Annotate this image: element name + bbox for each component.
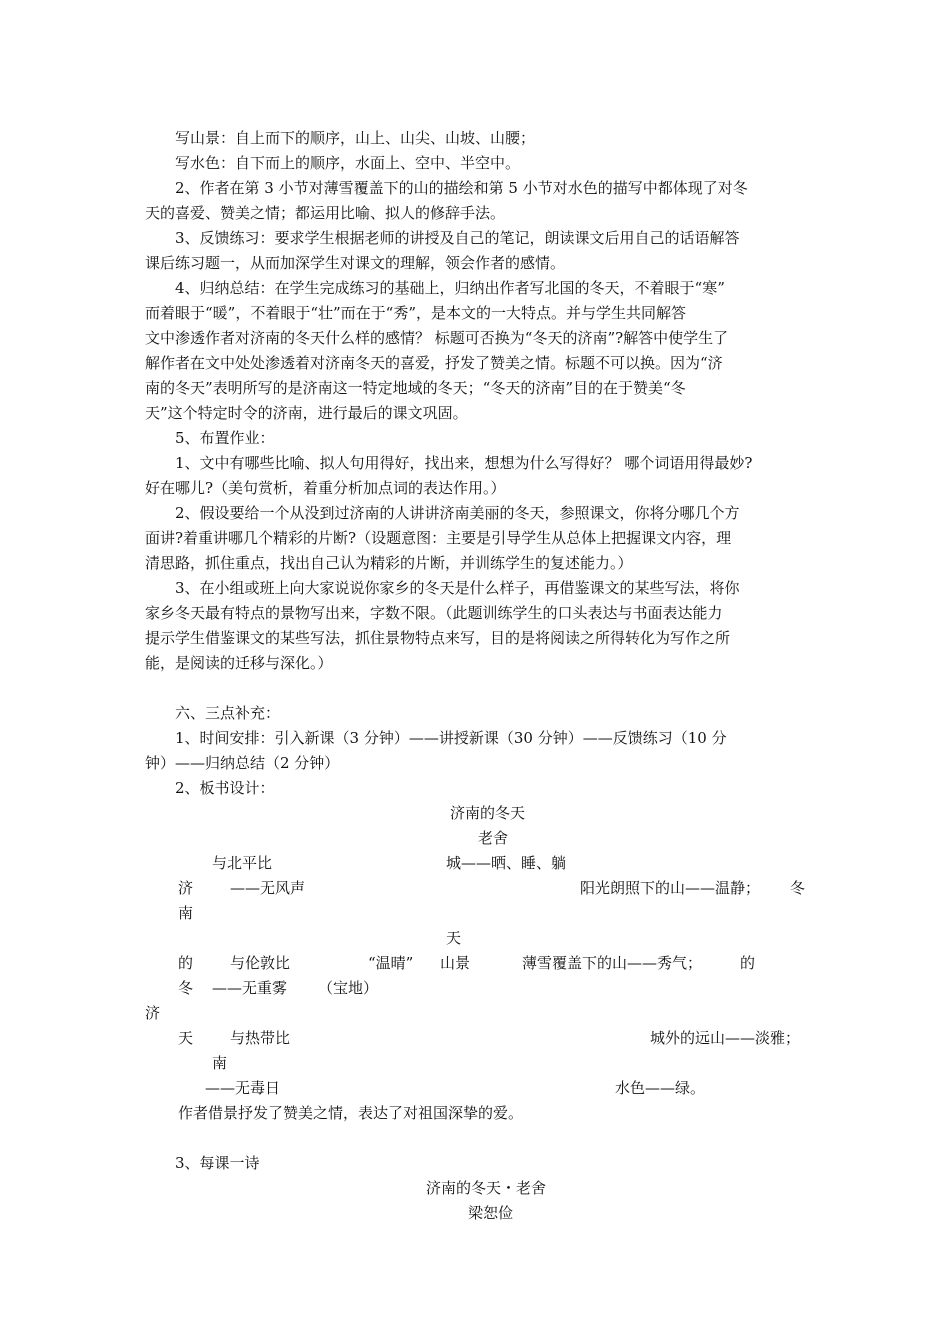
board-char: 天: [178, 1029, 194, 1047]
homework-heading: 5、布置作业：: [175, 429, 275, 447]
paragraph-4-line-1: 4、归纳总结：在学生完成练习的基础上，归纳出作者写北国的冬天，不着眼于“寒”: [175, 279, 725, 297]
board-warm-clear: “温晴”: [368, 954, 414, 972]
paragraph-water-order: 写水色：自下而上的顺序，水面上、空中、半空中。: [175, 154, 521, 172]
board-char: 南: [212, 1054, 228, 1072]
section-six-heading: 六、三点补充：: [175, 704, 281, 722]
board-design-heading: 2、板书设计：: [175, 779, 275, 797]
time-plan-line-1: 1、时间安排：引入新课（3 分钟）——讲授新课（30 分钟）——反馈练习（10 分: [175, 729, 727, 747]
paragraph-4-line-2: 而着眼于“暖”，不着眼于“壮”而在于“秀”，是本文的一大特点。并与学生共同解答: [145, 304, 687, 322]
paragraph-4-line-3: 文中渗透作者对济南的冬天什么样的感情？ 标题可否换为“冬天的济南”?解答中使学生了: [145, 329, 729, 347]
homework-2-line-2: 面讲?着重讲哪几个精彩的片断?（设题意图：主要是引导学生从总体上把握课文内容，理: [145, 529, 732, 547]
paragraph-3-line-1: 3、反馈练习：要求学生根据老师的讲授及自己的笔记，朗读课文后用自己的话语解答: [175, 229, 740, 247]
paragraph-3-line-2: 课后练习题一，从而加深学生对课文的理解，领会作者的感情。: [145, 254, 566, 272]
board-char: 冬: [790, 879, 806, 897]
board-compare-london: 与伦敦比: [230, 954, 291, 972]
paragraph-4-line-6: 天”这个特定时令的济南，进行最后的课文巩固。: [145, 404, 468, 422]
board-water-color: 水色——绿。: [615, 1079, 706, 1097]
board-distant-mountain: 城外的远山——淡雅；: [650, 1029, 801, 1047]
board-compare-tropics: 与热带比: [230, 1029, 291, 1047]
homework-2-line-3: 清思路，抓住重点，找出自己认为精彩的片断，并训练学生的复述能力。）: [145, 554, 633, 572]
poem-heading: 3、每课一诗: [175, 1154, 260, 1172]
board-char: 冬: [178, 979, 194, 997]
homework-1-line-1: 1、文中有哪些比喻、拟人句用得好，找出来，想想为什么写得好？ 哪个词语用得最妙?: [175, 454, 753, 472]
board-summary: 作者借景抒发了赞美之情，表达了对祖国深挚的爱。: [178, 1104, 524, 1122]
homework-2-line-1: 2、假设要给一个从没到过济南的人讲讲济南美丽的冬天，参照课文，你将分哪几个方: [175, 504, 740, 522]
board-char: 天: [446, 929, 462, 947]
board-snow-mountain: 薄雪覆盖下的山——秀气；: [522, 954, 703, 972]
board-no-poison-sun: ——无毒日: [205, 1079, 281, 1097]
time-plan-line-2: 钟）——归纳总结（2 分钟）: [145, 754, 340, 772]
board-char: 南: [178, 904, 194, 922]
poem-author: 梁恕俭: [468, 1204, 514, 1222]
paragraph-2-line-1: 2、作者在第 3 小节对薄雪覆盖下的山的描绘和第 5 小节对水色的描写中都体现了对冬: [175, 179, 748, 197]
board-mountain-scene: 山景: [440, 954, 471, 972]
board-no-wind: ——无风声: [230, 879, 306, 897]
poem-title: 济南的冬天・老舍: [426, 1179, 547, 1197]
paragraph-mountain-order: 写山景：自上而下的顺序，山上、山尖、山坡、山腰；: [175, 129, 536, 147]
board-compare-beiping: 与北平比: [212, 854, 273, 872]
board-city: 城——晒、睡、躺: [446, 854, 567, 872]
board-char: 济: [145, 1004, 161, 1022]
board-char: 的: [740, 954, 756, 972]
board-treasure-land: （宝地）: [318, 979, 379, 997]
board-title: 济南的冬天: [450, 804, 526, 822]
board-author: 老舍: [478, 829, 509, 847]
homework-3-line-2: 家乡冬天最有特点的景物写出来，字数不限。（此题训练学生的口头表达与书面表达能力: [145, 604, 723, 622]
homework-3-line-1: 3、在小组或班上向大家说说你家乡的冬天是什么样子，再借鉴课文的某些写法，将你: [175, 579, 740, 597]
board-char: 的: [178, 954, 194, 972]
board-sunlit-mountain: 阳光朗照下的山——温静；: [580, 879, 761, 897]
homework-3-line-3: 提示学生借鉴课文的某些写法，抓住景物特点来写，目的是将阅读之所得转化为写作之所: [145, 629, 731, 647]
board-char: 济: [178, 879, 194, 897]
paragraph-2-line-2: 天的喜爱、赞美之情；都运用比喻、拟人的修辞手法。: [145, 204, 506, 222]
homework-3-line-4: 能，是阅读的迁移与深化。）: [145, 654, 333, 672]
paragraph-4-line-4: 解作者在文中处处渗透着对济南冬天的喜爱，抒发了赞美之情。标题不可以换。因为“济: [145, 354, 723, 372]
board-no-fog: ——无重雾: [212, 979, 288, 997]
homework-1-line-2: 好在哪儿?（美句赏析，着重分析加点词的表达作用。）: [145, 479, 506, 497]
paragraph-4-line-5: 南的冬天”表明所写的是济南这一特定地域的冬天；“冬天的济南”目的在于赞美“冬: [145, 379, 686, 397]
